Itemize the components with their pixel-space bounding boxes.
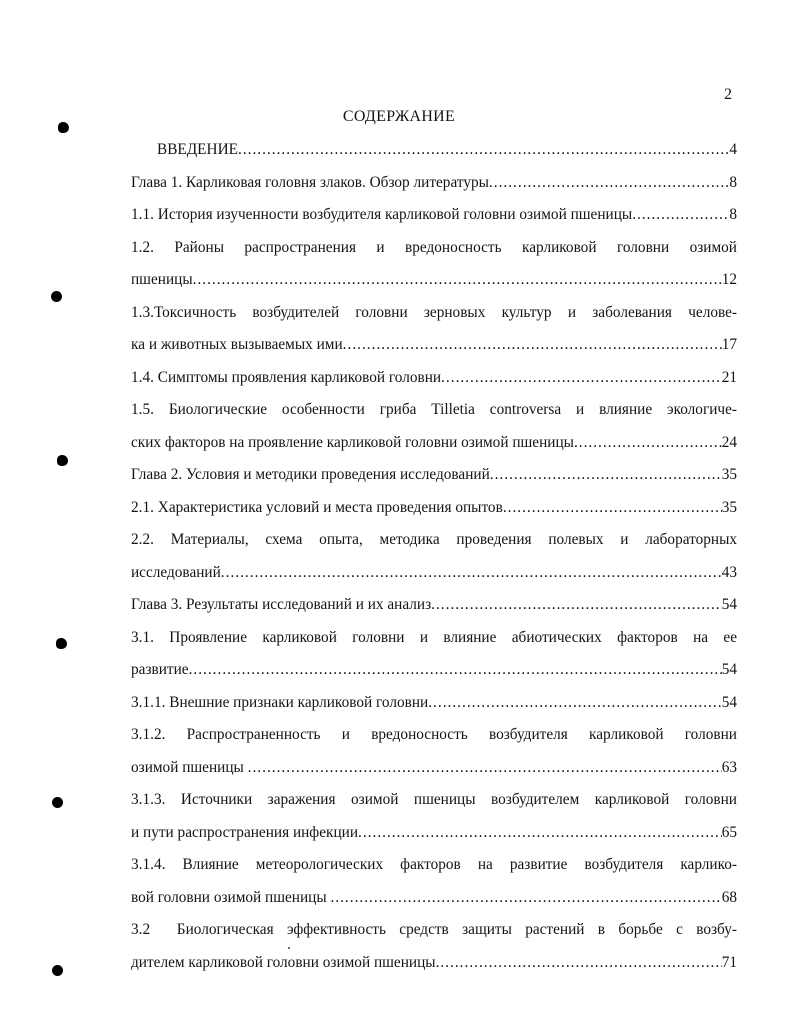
dot-leader bbox=[248, 752, 722, 785]
toc-entry-page: 8 bbox=[729, 206, 737, 223]
dot-leader bbox=[193, 264, 722, 297]
page-number: 2 bbox=[724, 86, 732, 103]
toc-entry-title: вой головни озимой пшеницы bbox=[131, 888, 331, 906]
toc-entry-page: 54 bbox=[721, 596, 737, 613]
punch-hole-mark bbox=[52, 797, 63, 808]
dot-leader bbox=[503, 492, 722, 525]
toc-entry-page: 54 bbox=[721, 693, 737, 711]
toc-entry-page: 17 bbox=[721, 336, 737, 353]
dot-leader bbox=[343, 329, 722, 362]
toc-entry-chapter-2[interactable] bbox=[131, 459, 737, 492]
dot-leader bbox=[490, 459, 722, 492]
toc-entry-3-2-line2[interactable] bbox=[131, 947, 737, 980]
dot-leader bbox=[441, 362, 722, 395]
toc-entry-title: и пути распространения инфекции bbox=[131, 823, 359, 841]
page-title: СОДЕРЖАНИЕ bbox=[342, 108, 456, 125]
toc-entry-3-2-line1[interactable]: 3.2 Биологическая эффективность средств защиты растений в борьбе с возбу- bbox=[131, 921, 737, 938]
toc-entry-1-2-line2[interactable] bbox=[131, 264, 737, 297]
toc-entry-page: 63 bbox=[721, 758, 737, 776]
punch-hole-mark bbox=[56, 638, 67, 649]
toc-entry-title: 1.1. История изученности возбудителя карликовой головни озимой пшеницы bbox=[131, 206, 633, 223]
toc-entry-1-5-line1[interactable]: 1.5. Биологические особенности гриба Tilletia controversa и влияние экологиче- bbox=[131, 401, 737, 418]
toc-entry-3-1-2-line1[interactable]: 3.1.2. Распространенность и вредоносность возбудителя карликовой головни bbox=[131, 726, 737, 743]
toc-entry-chapter-1[interactable] bbox=[131, 167, 737, 200]
dot-leader bbox=[238, 134, 729, 167]
toc-entry-introduction[interactable] bbox=[131, 134, 737, 167]
toc-entry-chapter-3[interactable] bbox=[131, 589, 737, 622]
dot-leader bbox=[632, 199, 729, 232]
toc-entry-page: 8 bbox=[729, 173, 737, 191]
toc-entry-2-2-line1[interactable]: 2.2. Материалы, схема опыта, методика проведения полевых и лабораторных bbox=[131, 531, 737, 548]
dot-leader bbox=[428, 687, 721, 720]
toc-entry-title: 3.1.1. Внешние признаки карликовой головни bbox=[131, 693, 429, 711]
toc-entry-3-1-3-line1[interactable]: 3.1.3. Источники заражения озимой пшеницы возбудителем карликовой головни bbox=[131, 791, 737, 808]
toc-entry-3-1-4-line2[interactable] bbox=[131, 882, 737, 915]
toc-entry-1-4[interactable] bbox=[131, 362, 737, 395]
punch-hole-mark bbox=[52, 965, 63, 976]
toc-entry-3-1-1[interactable] bbox=[131, 687, 737, 720]
toc-entry-page: 35 bbox=[721, 498, 737, 516]
toc-entry-title: 2.1. Характеристика условий и места проведения опытов bbox=[131, 498, 503, 516]
dot-leader bbox=[330, 882, 721, 915]
toc-entry-2-2-line2[interactable] bbox=[131, 557, 737, 590]
toc-entry-title: дителем карликовой головни озимой пшеницы bbox=[131, 953, 436, 971]
toc-entry-title: Глава 3. Результаты исследований и их анализ bbox=[131, 596, 432, 613]
toc-entry-1-5-line2[interactable] bbox=[131, 427, 737, 460]
toc-entry-title: Глава 1. Карликовая головня злаков. Обзор литературы bbox=[131, 173, 489, 191]
toc-entry-title: пшеницы bbox=[131, 271, 193, 288]
dot-leader bbox=[489, 167, 729, 200]
table-of-contents bbox=[131, 134, 737, 979]
punch-hole-mark bbox=[57, 455, 68, 466]
dot-leader bbox=[431, 589, 722, 622]
toc-entry-2-1[interactable] bbox=[131, 492, 737, 525]
toc-entry-page: 35 bbox=[721, 466, 737, 483]
toc-entry-page: 24 bbox=[721, 433, 737, 451]
toc-entry-3-1-line1[interactable]: 3.1. Проявление карликовой головни и влияние абиотических факторов на ее bbox=[131, 628, 737, 646]
toc-entry-page: 54 bbox=[721, 661, 737, 678]
toc-entry-page: 43 bbox=[721, 563, 737, 581]
toc-entry-page: 21 bbox=[721, 368, 737, 386]
toc-entry-1-3-line2[interactable] bbox=[131, 329, 737, 362]
toc-entry-title: ВВЕДЕНИЕ bbox=[157, 141, 238, 158]
toc-entry-page: 65 bbox=[721, 823, 737, 841]
toc-entry-3-1-3-line2[interactable] bbox=[131, 817, 737, 850]
toc-entry-title: ских факторов на проявление карликовой головни озимой пшеницы bbox=[131, 433, 574, 451]
dot-leader bbox=[189, 654, 722, 687]
dot-leader bbox=[358, 817, 722, 850]
toc-entry-3-1-4-line1[interactable]: 3.1.4. Влияние метеорологических факторов на развитие возбудителя карлико- bbox=[131, 856, 737, 873]
toc-entry-page: 12 bbox=[721, 271, 737, 288]
toc-entry-1-3-line1[interactable]: 1.3.Токсичность возбудителей головни зерновых культур и заболевания челове- bbox=[131, 303, 737, 321]
dot-leader bbox=[436, 947, 722, 980]
toc-entry-3-1-2-line2[interactable] bbox=[131, 752, 737, 785]
punch-hole-mark bbox=[51, 291, 62, 302]
toc-entry-page: 68 bbox=[721, 888, 737, 906]
toc-entry-page: 71 bbox=[721, 953, 737, 971]
dot-leader bbox=[574, 427, 722, 460]
toc-entry-title: 1.4. Симптомы проявления карликовой головни bbox=[131, 368, 442, 386]
toc-entry-1-1[interactable] bbox=[131, 199, 737, 232]
toc-entry-1-2-line1[interactable]: 1.2. Районы распространения и вредоносность карликовой головни озимой bbox=[131, 238, 737, 256]
toc-entry-title: исследований bbox=[131, 563, 221, 581]
toc-entry-title: ка и животных вызываемых ими bbox=[131, 336, 343, 353]
toc-entry-title: Глава 2. Условия и методики проведения исследований bbox=[131, 466, 490, 483]
toc-entry-3-1-line2[interactable] bbox=[131, 654, 737, 687]
dot-leader bbox=[221, 557, 722, 590]
toc-entry-title: развитие bbox=[131, 661, 189, 678]
toc-entry-title: озимой пшеницы bbox=[131, 758, 248, 776]
toc-entry-page: 4 bbox=[729, 141, 737, 158]
